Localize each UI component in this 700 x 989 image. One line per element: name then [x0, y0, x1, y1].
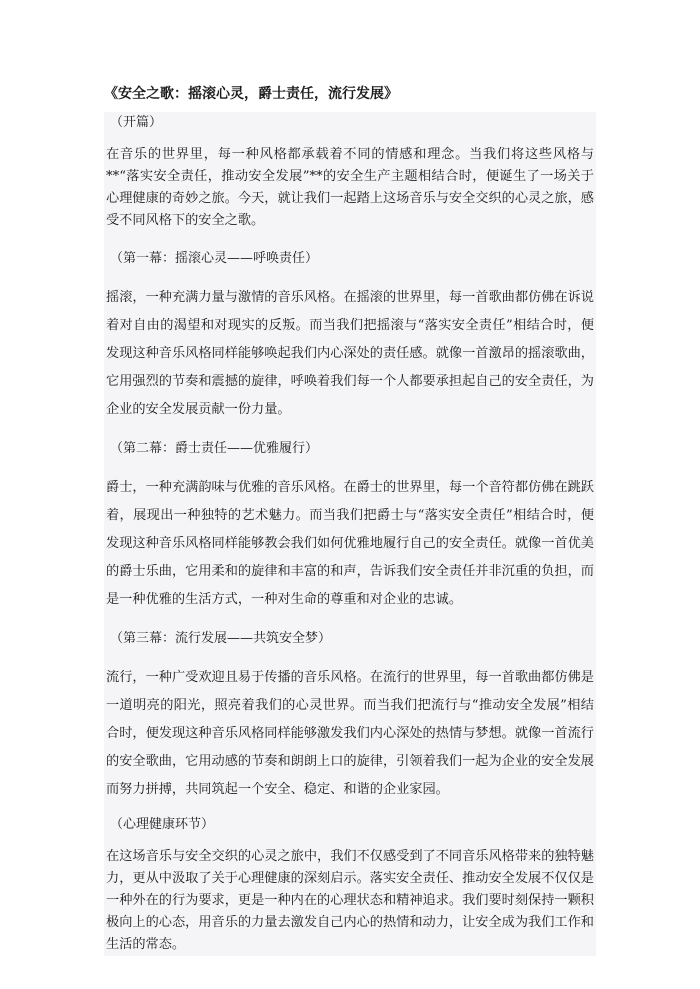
section-heading-mental-health: （心理健康环节）	[110, 817, 215, 832]
section-heading-act-three: （第三幕：流行发展——共筑安全梦）	[110, 631, 332, 646]
document-body	[104, 112, 596, 956]
section-body-act-one: 摇滚，一种充满力量与激情的音乐风格。在摇滚的世界里，每一首歌曲都仿佛在诉说着对自由的渴望和对现实的反叛。而当我们把摇滚与“落实安全责任”相结合时，便发现这种音乐风格同样能够唤起我们内心深处的责任感。就像一首激昂的摇滚歌曲，它用强烈的节奏和震撼的旋律，呼唤着我们每一个人都要承担起自己的安全责任，为企业的安全发展贡献一份力量。	[106, 290, 594, 417]
document-page	[104, 82, 596, 956]
section-body-mental-health: 在这场音乐与安全交织的心灵之旅中，我们不仅感受到了不同音乐风格带来的独特魅力，更从中汲取了关于心理健康的深刻启示。落实安全责任、推动安全发展不仅仅是一种外在的行为要求，更是一种内在的心理状态和精神追求。我们要时刻保持一颗积极向上的心态，用音乐的力量去激发自己内心的热情和动力，让安全成为我们工作和生活的常态。	[106, 849, 594, 952]
section-heading-act-two: （第二幕：爵士责任——优雅履行）	[110, 441, 319, 456]
section-heading-opening: （开篇）	[110, 115, 163, 130]
section-body-opening: 在音乐的世界里，每一种风格都承载着不同的情感和理念。当我们将这些风格与**“落实安全责任，推动安全发展”**的安全生产主题相结合时，便诞生了一场关于心理健康的奇妙之旅。今天，就让我们一起踏上这场音乐与安全交织的心灵之旅，感受不同风格下的安全之歌。	[106, 147, 594, 228]
section-body-act-two: 爵士，一种充满韵味与优雅的音乐风格。在爵士的世界里，每一个音符都仿佛在跳跃着，展现出一种独特的艺术魅力。而当我们把爵士与“落实安全责任”相结合时，便发现这种音乐风格同样能够教会我们如何优雅地履行自己的安全责任。就像一首优美的爵士乐曲，它用柔和的旋律和丰富的和声，告诉我们安全责任并非沉重的负担，而是一种优雅的生活方式，一种对生命的尊重和对企业的忠诚。	[106, 480, 594, 607]
document-title: 《安全之歌：摇滚心灵，爵士责任，流行发展》	[104, 86, 398, 102]
section-heading-act-one: （第一幕：摇滚心灵——呼唤责任）	[110, 251, 319, 266]
section-body-act-three: 流行，一种广受欢迎且易于传播的音乐风格。在流行的世界里，每一首歌曲都仿佛是一道明亮的阳光，照亮着我们的心灵世界。而当我们把流行与“推动安全发展”相结合时，便发现这种音乐风格同样能够激发我们内心深处的热情与梦想。就像一首流行的安全歌曲，它用动感的节奏和朗朗上口的旋律，引领着我们一起为企业的安全发展而努力拼搏，共同筑起一个安全、稳定、和谐的企业家园。	[106, 670, 594, 797]
